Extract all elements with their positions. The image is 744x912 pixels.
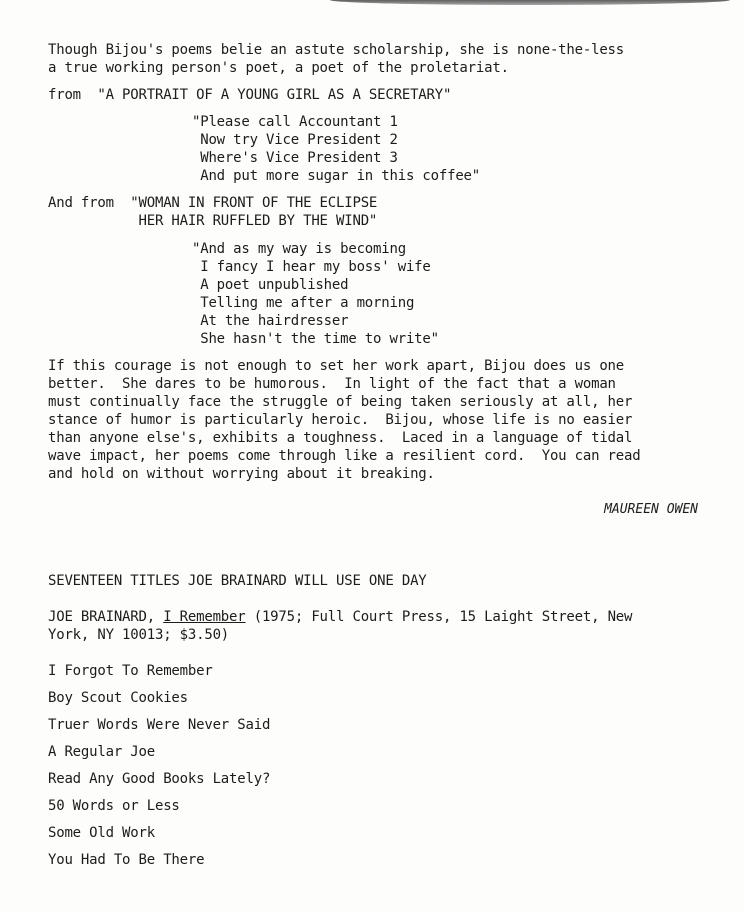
citation-line: York, NY 10013; $3.50) (48, 627, 230, 643)
body-line: better. She dares to be humorous. In light of the fact that a woman (48, 376, 616, 392)
poem-line: Where's Vice President 3 (192, 150, 398, 166)
title-item: 50 Words or Less (48, 798, 180, 814)
title-item: I Forgot To Remember (48, 663, 213, 679)
citation-details: (1975; Full Court Press, 15 Laight Street, New (245, 609, 633, 625)
body-line: must continually face the struggle of being taken seriously at all, her (48, 394, 633, 410)
author-signature: MAUREEN OWEN (604, 502, 698, 517)
citation-line (48, 608, 632, 626)
title-item: A Regular Joe (48, 744, 155, 760)
citation-author: JOE BRAINARD, (48, 609, 164, 625)
section-heading: SEVENTEEN TITLES JOE BRAINARD WILL USE ONE DAY (48, 573, 427, 589)
body-line: If this courage is not enough to set her work apart, Bijou does us one (48, 358, 625, 374)
title-item: Read Any Good Books Lately? (48, 771, 271, 787)
poem-line: "And as my way is becoming (192, 241, 406, 257)
poem-line: I fancy I hear my boss' wife (192, 259, 431, 275)
poem-line: Telling me after a morning (192, 295, 415, 311)
body-line: stance of humor is particularly heroic. Bijou, whose life is no easier (48, 412, 633, 428)
body-line: and hold on without worrying about it breaking. (48, 466, 435, 482)
top-edge-shadow (330, 0, 730, 5)
poem-source-2: HER HAIR RUFFLED BY THE WIND" (48, 213, 378, 229)
poem-line: At the hairdresser (192, 313, 349, 329)
poem-line: "Please call Accountant 1 (192, 114, 398, 130)
poem-source-2: And from "WOMAN IN FRONT OF THE ECLIPSE (48, 195, 378, 211)
body-line: wave impact, her poems come through like a resilient cord. You can read (48, 448, 641, 464)
title-item: Some Old Work (48, 825, 155, 841)
poem-line: A poet unpublished (192, 277, 349, 293)
body-line: than anyone else's, exhibits a toughness. Laced in a language of tidal (48, 430, 633, 446)
title-item: Truer Words Were Never Said (48, 717, 271, 733)
intro-line: Though Bijou's poems belie an astute scholarship, she is none-the-less (48, 42, 625, 58)
title-item: Boy Scout Cookies (48, 690, 188, 706)
citation-book-title: I Remember (163, 609, 246, 625)
poem-line: And put more sugar in this coffee" (192, 168, 481, 184)
poem-line: She hasn't the time to write" (192, 331, 439, 347)
intro-line: a true working person's poet, a poet of the proletariat. (48, 60, 509, 76)
poem-source-1: from "A PORTRAIT OF A YOUNG GIRL AS A SECRETARY" (48, 87, 452, 103)
poem-line: Now try Vice President 2 (192, 132, 398, 148)
title-item: You Had To Be There (48, 852, 205, 868)
